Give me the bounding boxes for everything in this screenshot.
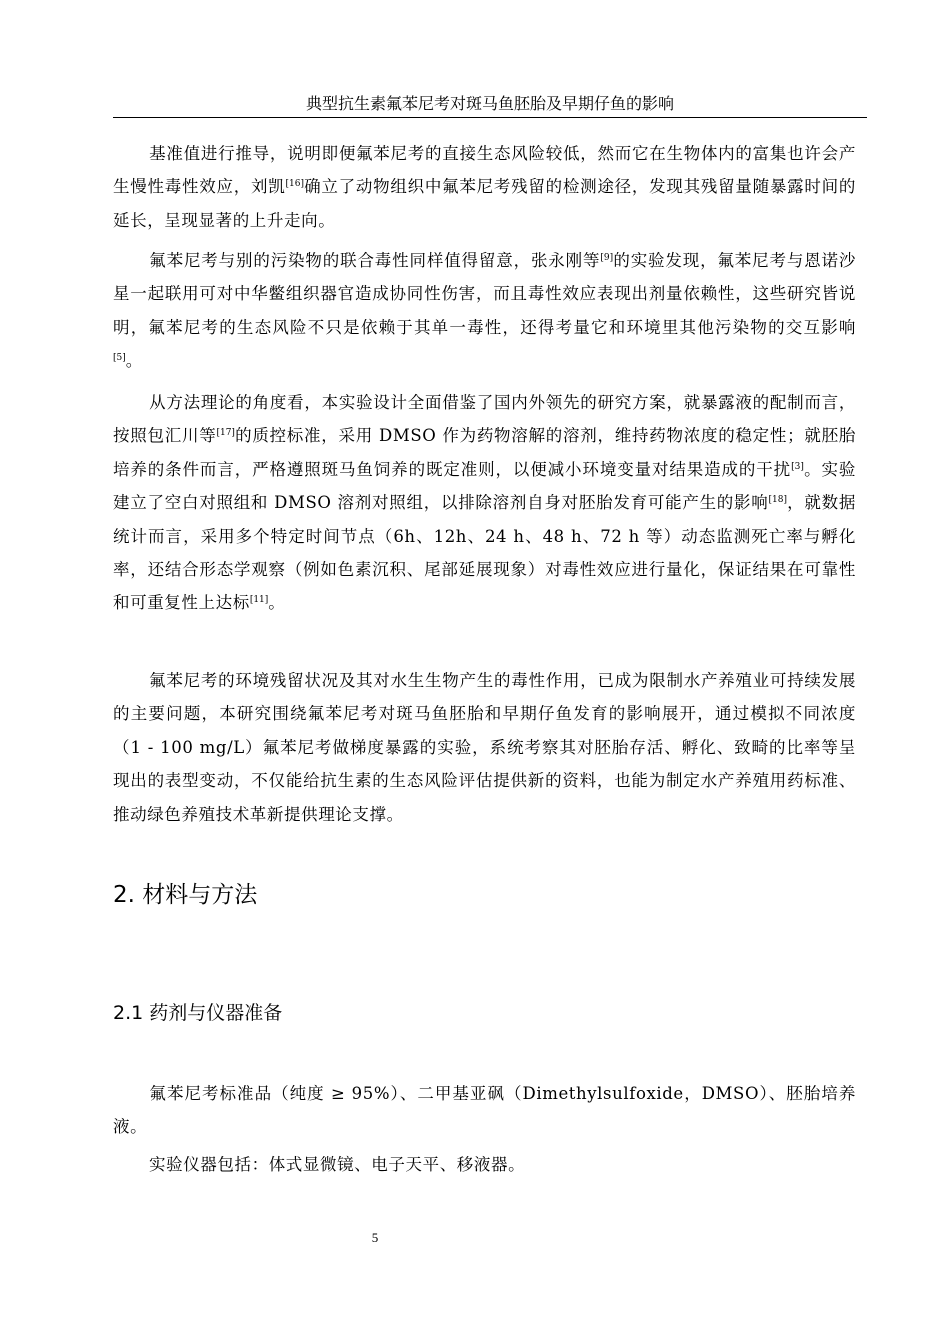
paragraph-text: 确立了动物组织中氟苯尼考残留的检测途径，发现其残留量随暴露时间的延长，呈现显著的上升走向。 [113,177,857,230]
citation-ref: [3] [791,461,804,472]
materials-text: 氟苯尼考标准品（纯度 ≥ 95%）、二甲基亚砜（Dimethylsulfoxide，DMSO）、胚胎培养液。 [113,1084,856,1137]
citation-ref: [16] [285,179,304,190]
paragraph-text: 的实验发现，氟苯尼考与恩诺沙星一起联用可对中华鳖组织器官造成协同性伤害，而且毒性效应表现出剂量依赖性，这些研究皆说明，氟苯尼考的生态风险不只是依赖于其单一毒性，还得考量它和环境里其他污染物的交互影响 [113,251,856,337]
paragraph-text: ，就数据统计而言，采用多个特定时间节点（6h、12h、24 h、48 h、72 h 等）动态监测死亡率与孵化率，还结合形态学观察（例如色素沉积、尾部延展现象）对毒性效应进行量化，保证结果在可靠性和可重复性上达标 [113,493,856,613]
citation-ref: [11] [249,595,269,606]
body-paragraph-3 [113,386,856,620]
paragraph-text: 从方法理论的角度看，本实验设计全面借鉴了国内外领先的研究方案，就暴露液的配制而言，按照包汇川等 [113,393,856,446]
body-paragraph-4 [113,664,856,831]
paragraph-text: 。 [268,593,286,613]
paragraph-text: 。 [125,351,143,371]
section-heading-2: 2. 材料与方法 [113,882,258,908]
body-paragraph-2 [113,244,856,378]
paragraph-text: 氟苯尼考的环境残留状况及其对水生生物产生的毒性作用，已成为限制水产养殖业可持续发展的主要问题，本研究围绕氟苯尼考对斑马鱼胚胎和早期仔鱼发育的影响展开，通过模拟不同浓度（1 - 100 mg/L）氟苯尼考做梯度暴露的实验，系统考察其对胚胎存活、孵化、致畸的比率等呈现出的表型变动，不仅能给抗生素的生态风险评估提供新的资料，也能为制定水产养殖用药标准、推动绿色养殖技术革新提供理论支撑。 [113,671,856,824]
paragraph-text: 。实验建立了空白对照组和 DMSO 溶剂对照组，以排除溶剂自身对胚胎发育可能产生的影响 [113,459,856,513]
body-paragraph-1 [113,137,856,237]
page-number: 5 [371,1230,379,1245]
header-divider [113,117,867,118]
instruments-text: 实验仪器包括：体式显微镜、电子天平、移液器。 [149,1155,526,1174]
citation-ref: [18] [768,495,788,506]
running-header: 典型抗生素氟苯尼考对斑马鱼胚胎及早期仔鱼的影响 [305,94,674,113]
instruments-paragraph [113,1148,856,1181]
paragraph-text: 的质控标准，采用 DMSO 作为药物溶解的溶剂，维持药物浓度的稳定性；就胚胎培养的条件而言，严格遵照斑马鱼饲养的既定准则，以便减小环境变量对结果造成的干扰 [113,426,856,479]
section-heading-2-1: 2.1 药剂与仪器准备 [113,1002,283,1024]
paragraph-text: 氟苯尼考与别的污染物的联合毒性同样值得留意，张永刚等 [149,251,601,270]
citation-ref: [17] [216,428,235,439]
citation-ref: [9] [600,253,614,263]
citation-ref: [5] [113,353,126,364]
paragraph-text: 基准值进行推导，说明即便氟苯尼考的直接生态风险较低，然而它在生物体内的富集也许会产生慢性毒性效应，刘凯 [113,144,856,197]
materials-paragraph [113,1077,856,1144]
